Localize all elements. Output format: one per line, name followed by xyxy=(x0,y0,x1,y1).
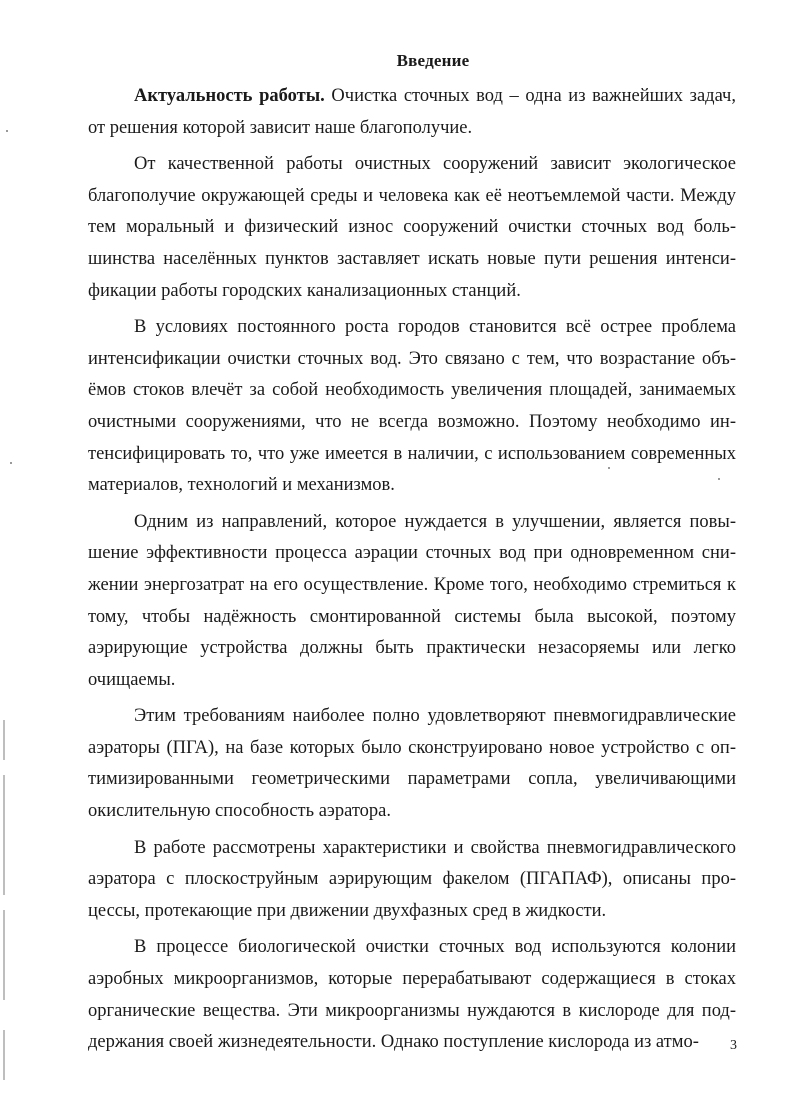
paragraph-relevance xyxy=(88,81,736,144)
page-number: 3 xyxy=(730,1038,737,1053)
paragraph xyxy=(88,149,736,307)
scan-artifact xyxy=(3,720,5,760)
paragraph-text: В работе рассмотрены характеристики и свойства пневмогидравлического аэратора с плоскоструйным аэрирующим факелом (ПГАПАФ), описаны процессы, протекающие при движении двухфазных сред в жидкости. xyxy=(88,837,736,921)
paragraph-text: В условиях постоянного роста городов становится всё острее проблема интенсификации очистки сточных вод. Это связано с тем, что возрастание объёмов стоков влечёт за собой необходимость увеличения площадей, занимаемых очистными сооружениями, что не всегда возможно. Поэтому необходимо интенсифицировать то, что уже имеется в наличии, с использованием современных материалов, технологий и механизмов. xyxy=(88,317,736,496)
paragraph xyxy=(88,701,736,827)
paragraph-lead: Актуальность работы. xyxy=(134,86,325,106)
scan-artifact xyxy=(3,910,5,1000)
paragraph xyxy=(88,833,736,928)
scan-artifact xyxy=(3,1030,5,1080)
scan-artifact xyxy=(3,775,5,895)
paragraph-text: Этим требованиям наиболее полно удовлетворяют пневмогидравлические аэраторы (ПГА), на базе которых было сконструировано новое устройство с оптимизированными геометрическими параметрами сопла, увеличивающими окислительную способность аэратора. xyxy=(88,706,736,822)
paragraph xyxy=(88,312,736,502)
paragraph-text: Очистка сточных вод – одна из важнейших задач, от решения которой зависит наше благополучие. xyxy=(88,86,736,138)
paragraph-text: От качественной работы очистных сооружений зависит экологическое благополучие окружающей среды и человека как её неотъемлемой части. Между тем моральный и физический износ сооружений очистки сточных вод большинства населённых пунктов заставляет искать новые пути решения интенсификации работы городских канализационных станций. xyxy=(88,154,736,301)
scan-speck xyxy=(6,130,8,132)
scan-speck xyxy=(10,462,12,464)
paragraph-text: Одним из направлений, которое нуждается в улучшении, является повышение эффективности процесса аэрации сточных вод при одновременном снижении энергозатрат на его осуществление. Кроме того, необходимо стремиться к тому, чтобы надёжность смонтированной системы была высокой, поэтому аэрирующие устройства должны быть практически незасоряемы или легко очищаемы. xyxy=(88,511,736,690)
body-text xyxy=(88,81,736,1064)
paragraph-text: В процессе биологической очистки сточных вод используются колонии аэробных микроорганизмов, которые перерабатывают содержащиеся в стоках органические вещества. Эти микроорганизмы нуждаются в кислороде для поддержания своей жизнедеятельности. Однако поступление кислорода из атмо- xyxy=(88,937,736,1053)
paragraph xyxy=(88,507,736,697)
page-title: Введение xyxy=(396,51,470,70)
paragraph xyxy=(88,932,736,1058)
